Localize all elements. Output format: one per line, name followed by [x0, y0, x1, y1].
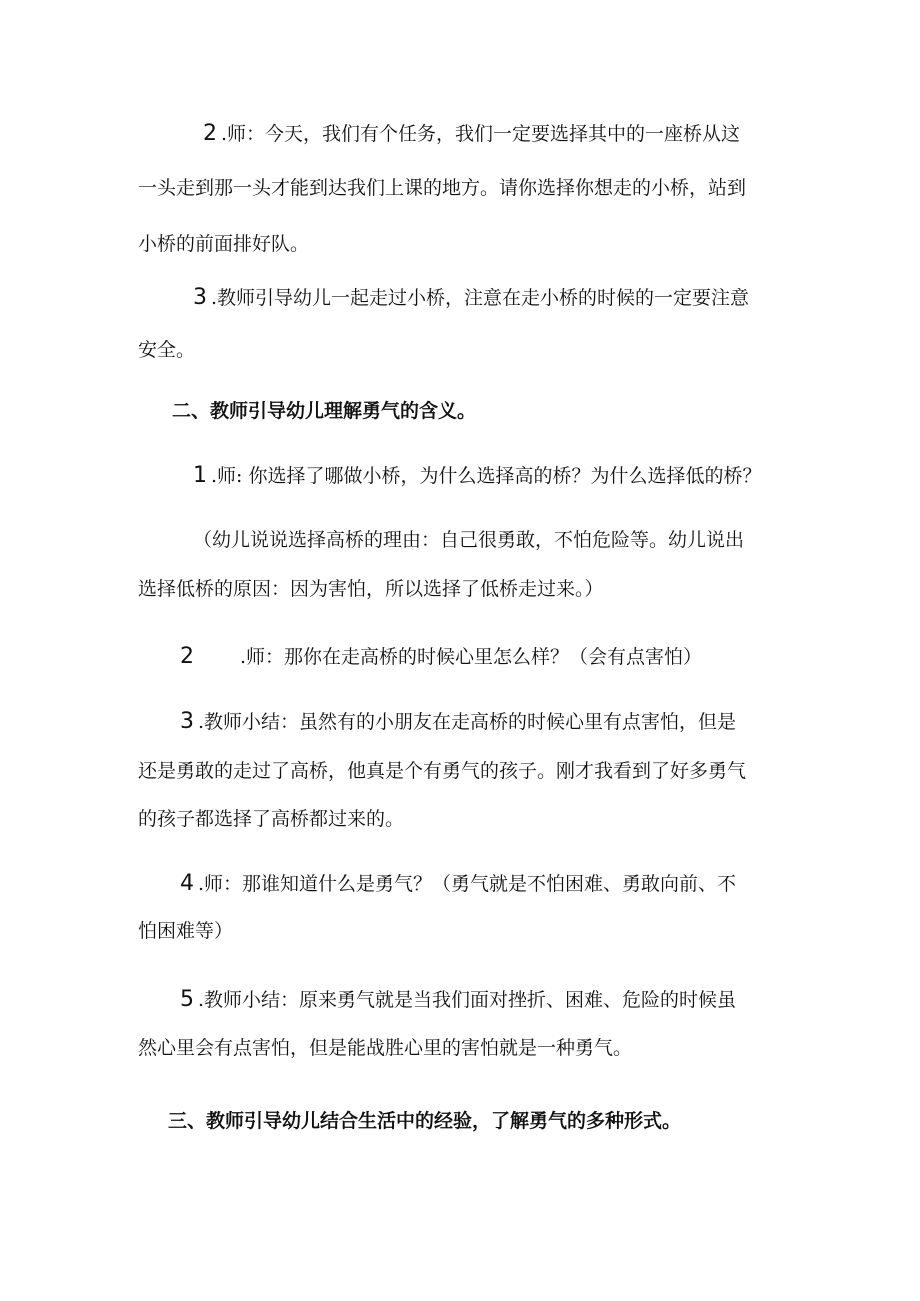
line-text: .教师小结：原来勇气就是当我们面对挫折、困难、危险的时候虽 [198, 989, 737, 1011]
line-text: .师：那你在走高桥的时候心里怎么样？（会有点害怕） [240, 646, 703, 668]
line-text: 小桥的前面排好队。 [138, 233, 310, 255]
paragraph-line [203, 123, 740, 145]
section-heading: 二、教师引导幼儿理解勇气的含义。 [172, 400, 477, 422]
list-number: 3 [180, 709, 194, 734]
paragraph-line [138, 179, 746, 198]
paragraph-line [180, 989, 736, 1011]
paragraph-line [193, 287, 749, 309]
line-text: .师: 你选择了哪做小桥，为什么选择高的桥？为什么选择低的桥？ [211, 465, 762, 487]
paragraph-line [138, 762, 746, 781]
line-text: 怕困难等） [138, 920, 234, 942]
list-number: 2 [203, 121, 217, 146]
paragraph-line [138, 922, 233, 941]
list-number: 3 [193, 285, 207, 310]
list-number: 1 [193, 463, 207, 488]
line-text: 的孩子都选择了高桥都过来的。 [138, 808, 405, 830]
paragraph-line [138, 1039, 632, 1058]
line-text: .师：那谁知道什么是勇气？（勇气就是不怕困难、勇敢向前、不 [198, 873, 737, 895]
line-text: （幼儿说说选择高桥的理由：自己很勇敢，不怕危险等。幼儿说出 [193, 529, 745, 551]
paragraph-line [138, 810, 404, 829]
paragraph-line [138, 341, 195, 360]
list-number: 4 [180, 871, 194, 896]
paragraph-line [180, 711, 736, 733]
line-text: .师：今天，我们有个任务，我们一定要选择其中的一座桥从这 [221, 123, 741, 145]
line-text: 还是勇敢的走过了高桥，他真是个有勇气的孩子。刚才我看到了好多勇气 [138, 760, 747, 782]
paragraph-line [193, 531, 744, 550]
line-text: 选择低桥的原因：因为害怕，所以选择了低桥走过来。） [138, 578, 604, 600]
line-text: 然心里会有点害怕，但是能战胜心里的害怕就是一种勇气。 [138, 1037, 633, 1059]
list-number: 5 [180, 987, 194, 1012]
list-number: 2 [180, 644, 194, 669]
section-heading: 三、教师引导幼儿结合生活中的经验，了解勇气的多种形式。 [168, 1110, 682, 1132]
line-text: 一头走到那一头才能到达我们上课的地方。请你选择你想走的小桥，站到 [138, 177, 747, 199]
paragraph-line [138, 235, 309, 254]
paragraph-line [193, 465, 761, 487]
paragraph-line [180, 646, 702, 668]
paragraph-line [180, 873, 736, 895]
line-text: .教师小结：虽然有的小朋友在走高桥的时候心里有点害怕，但是 [198, 711, 737, 733]
paragraph-line [138, 580, 604, 599]
line-text: .教师引导幼儿一起走过小桥，注意在走小桥的时候的一定要注意 [211, 287, 750, 309]
line-text: 安全。 [138, 339, 196, 361]
